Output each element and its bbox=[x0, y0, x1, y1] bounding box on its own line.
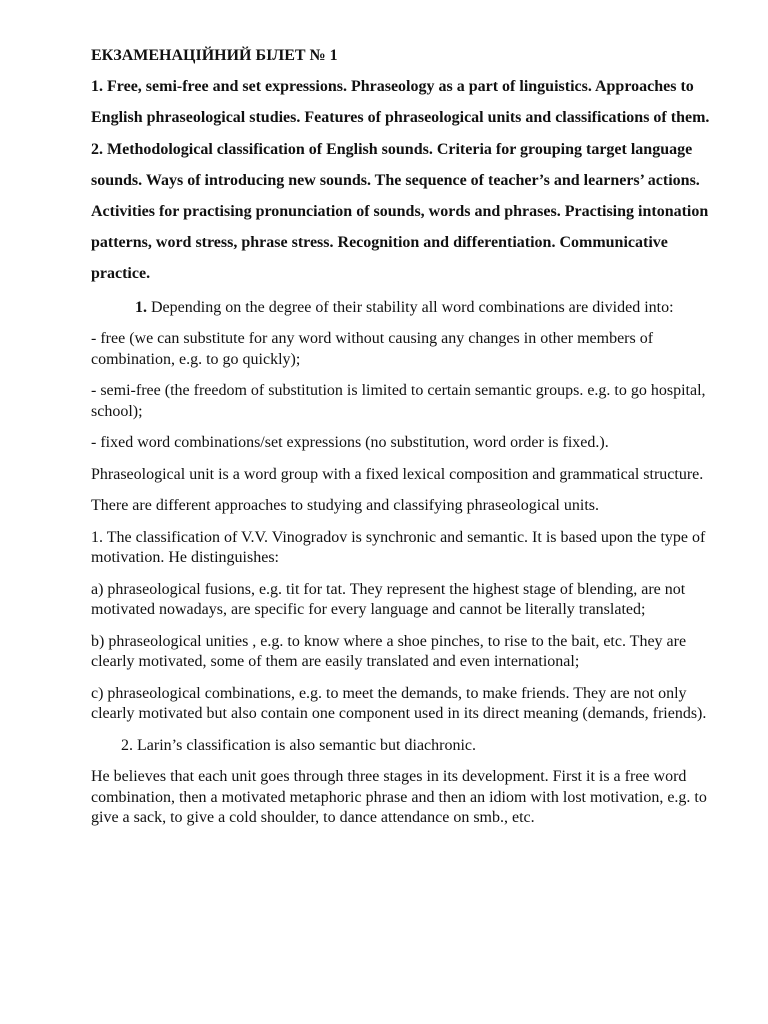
answer-semi-free: - semi-free (the freedom of substitution is limited to certain semantic groups. e.g. to go hospital, school); bbox=[91, 382, 706, 420]
answer-combinations: c) phraseological combinations, e.g. to meet the demands, to make friends. They are not only clearly motivated but also contain one component used in its direct meaning (demands, friends). bbox=[91, 684, 707, 723]
answer-fixed: - fixed word combinations/set expressions (no substitution, word order is fixed.). bbox=[91, 434, 609, 452]
answer-unities: b) phraseological unities , e.g. to know where a shoe pinches, to rise to the bait, etc. They are clearly motivated, some of them are easily translated and even international; bbox=[91, 632, 687, 671]
answer-free: - free (we can substitute for any word without causing any changes in other members of combination, e.g. to go quickly); bbox=[91, 330, 654, 368]
ticket-question-2: 2. Methodological classification of English sounds. Criteria for grouping target language sounds. Ways of introducing new sounds. The sequence of teacher’s and learners’ actions. Activities for practising pronunciation of sounds, words and phrases. Practising intonation patterns, word stress, phrase stress. Recognition and differentiation. Communicative practice. bbox=[91, 140, 709, 283]
answer-vinogradov: 1. The classification of V.V. Vinogradov is synchronic and semantic. It is based upon the type of motivation. He distinguishes: bbox=[91, 528, 706, 567]
ticket-title: ЕКЗАМЕНАЦІЙНИЙ БІЛЕТ № 1 bbox=[91, 47, 338, 64]
answer-larin: 2. Larin’s classification is also semantic but diachronic. bbox=[121, 736, 477, 754]
answer-fusions: a) phraseological fusions, e.g. tit for tat. They represent the highest stage of blending, are not motivated nowadays, are specific for every language and cannot be literally translated; bbox=[91, 580, 686, 619]
ticket-question-1: 1. Free, semi-free and set expressions. Phraseology as a part of linguistics. Approaches to English phraseological studies. Features of phraseological units and classifications of them. bbox=[91, 78, 710, 127]
document-page bbox=[91, 40, 719, 840]
answer-body bbox=[91, 298, 719, 829]
answer-stages: He believes that each unit goes through three stages in its development. First it is a free word combination, then a motivated metaphoric phrase and then an idiom with lost motivation, e.g. to give a sack, to give a cold shoulder, to dance attendance on smb., etc. bbox=[91, 768, 707, 827]
answer-intro bbox=[91, 298, 719, 319]
answer-approaches: There are different approaches to studying and classifying phraseological units. bbox=[91, 497, 599, 515]
answer-intro-text: Depending on the degree of their stability all word combinations are divided into: bbox=[147, 298, 674, 316]
answer-definition: Phraseological unit is a word group with a fixed lexical composition and grammatical structure. bbox=[91, 465, 704, 483]
exam-ticket-header bbox=[91, 40, 719, 290]
answer-intro-number: 1. bbox=[135, 298, 147, 316]
